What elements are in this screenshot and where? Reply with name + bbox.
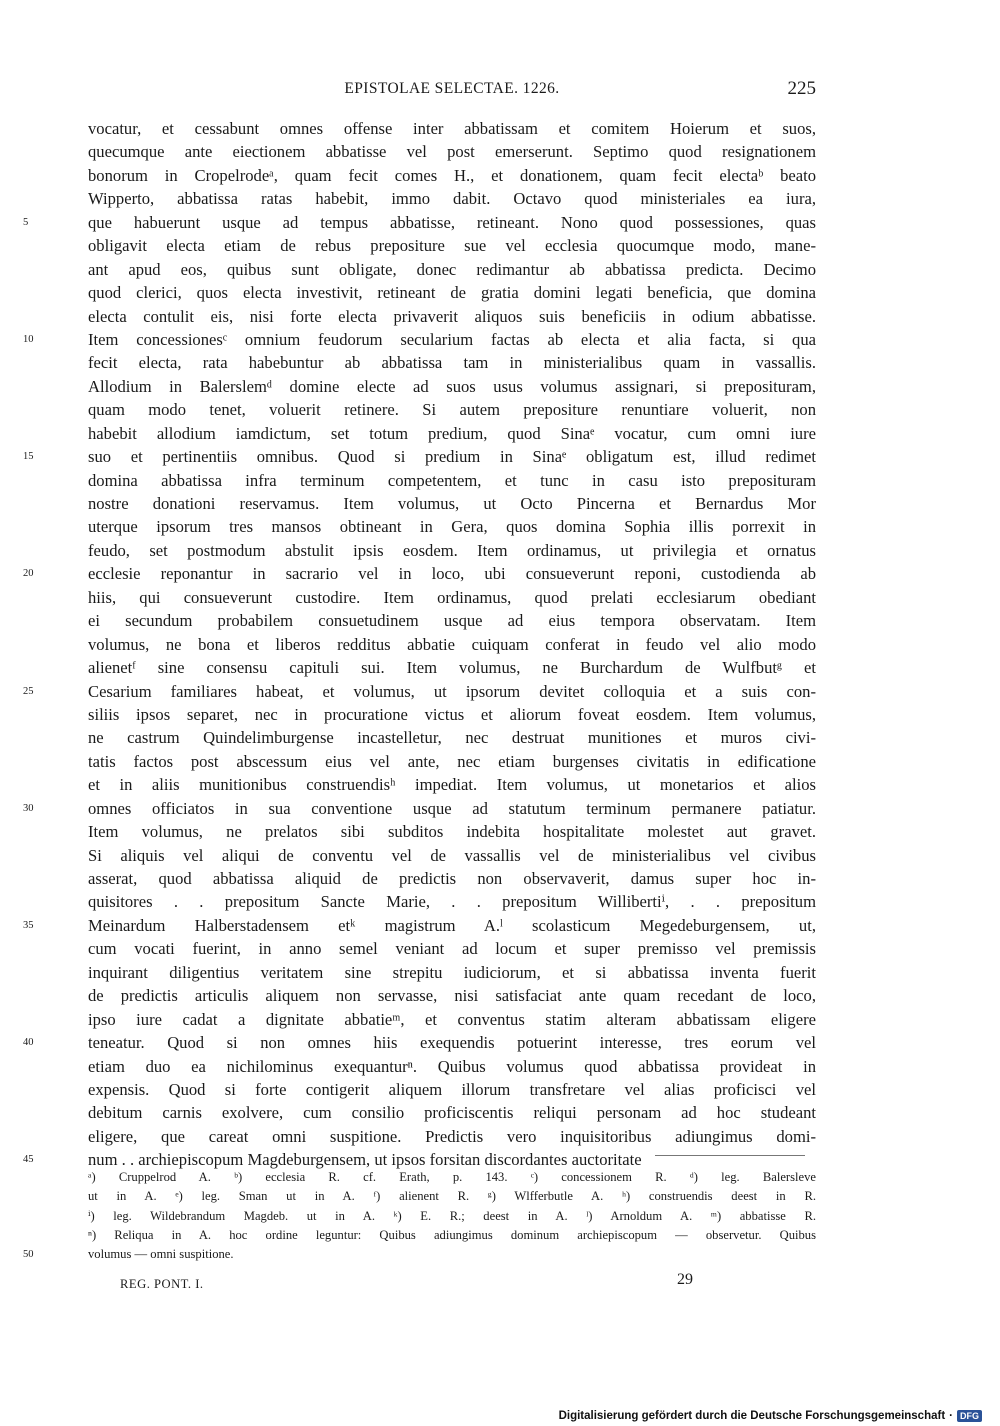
body-line xyxy=(88,1055,816,1078)
body-line-text: quisitores . . prepositum Sancte Marie, . . prepositum Willibertiⁱ, . . prepositum xyxy=(88,892,816,912)
running-head xyxy=(88,80,816,104)
body-line xyxy=(88,820,816,843)
body-line-text: domina abbatissa infra terminum competentem, et tunc in casu isto preposituram xyxy=(88,470,816,490)
sheet-number: 29 xyxy=(677,1271,693,1288)
body-line xyxy=(23,445,816,468)
body-line-text: Wipperto, abbatissa ratas habebit, immo dabit. Octavo quod ministeriales ea iura, xyxy=(88,189,816,209)
body-line xyxy=(88,890,816,913)
credit-separator: · xyxy=(949,1410,953,1422)
body-line-text: que habuerunt usque ad tempus abbatisse, retineant. Nono quod possessiones, quas xyxy=(88,212,816,232)
body-line-text: etiam duo ea nichilominus exequanturⁿ. Quibus volumus quod abbatissa provideat in xyxy=(88,1056,816,1076)
running-title: EPISTOLAE SELECTAE. 1226. xyxy=(344,80,560,97)
body-line-text: quecumque ante eiectionem abbatisse vel post emerserunt. Septimo quod resignationem xyxy=(88,142,816,162)
body-line-text: num . . archiepiscopum Magdeburgensem, ut ipsos forsitan discordantes auctoritate xyxy=(88,1150,642,1170)
footnote-line-number: 50 xyxy=(23,1249,34,1261)
body-line-text: cum vocati fuerint, in anno semel veniant ad locum et super premisso vel premissis xyxy=(88,939,816,959)
footnote-line xyxy=(88,1226,816,1245)
body-line xyxy=(88,586,816,609)
body-line xyxy=(88,726,816,749)
footnote-line-text: ᵃ) Cruppelrod A. ᵇ) ecclesia R. cf. Erath, p. 143. ᶜ) concessionem R. ᵈ) leg. Balersleve xyxy=(88,1170,816,1184)
body-line-text: obligavit electa etiam de rebus prepositure sue vel ecclesia quocumque modo, mane- xyxy=(88,236,816,256)
body-line xyxy=(88,492,816,515)
body-line xyxy=(88,375,816,398)
body-line xyxy=(23,797,816,820)
body-line-text: et in aliis munitionibus construendisʰ impediat. Item volumus, ut monetarios et alios xyxy=(88,775,816,795)
body-line-number: 25 xyxy=(23,685,34,697)
body-line-text: teneatur. Quod si non omnes hiis exequendis potuerint interesse, tres eorum vel xyxy=(88,1033,816,1053)
body-line xyxy=(23,1031,816,1054)
body-line xyxy=(88,1101,816,1124)
body-line xyxy=(88,961,816,984)
body-line xyxy=(88,867,816,890)
body-line xyxy=(23,562,816,585)
body-line xyxy=(88,1078,816,1101)
footnote-line xyxy=(88,1207,816,1226)
body-line xyxy=(88,515,816,538)
body-line xyxy=(23,211,816,234)
body-line-text: hiis, qui consueverunt custodire. Item ordinamus, quod prelati ecclesiarum obediant xyxy=(88,587,816,607)
body-line xyxy=(88,773,816,796)
body-line-text: volumus, ne bona et liberos redditus abbatie cuiquam conferat in feudo vel alio modo xyxy=(88,634,816,654)
body-text xyxy=(23,117,816,1172)
body-line xyxy=(88,656,816,679)
body-line-text: alienetᶠ sine consensu capituli sui. Item volumus, ne Burchardum de Wulfbutᵍ et xyxy=(88,658,816,678)
body-line-text: Cesarium familiares habeat, et volumus, ut ipsorum devitet colloquia et a suis con- xyxy=(88,681,816,701)
body-line xyxy=(88,1125,816,1148)
body-line-text: Item volumus, ne prelatos sibi subditos indebita hospitalitate molestet aut gravet. xyxy=(88,822,816,842)
body-line-text: omnes officiatos in sua conventione usque ad statutum terminum permanere patiatur. xyxy=(88,798,816,818)
body-line-text: Allodium in Balerslemᵈ domine electe ad suos usus volumus assignari, si preposituram, xyxy=(88,376,816,396)
body-line xyxy=(88,984,816,1007)
body-line xyxy=(88,422,816,445)
body-line-text: ipso iure cadat a dignitate abbatieᵐ, et conventus statim alteram abbatissam eligere xyxy=(88,1009,816,1029)
body-line xyxy=(88,140,816,163)
body-line-text: ei secundum probabilem consuetudinem usque ad eius tempora observatam. Item xyxy=(88,611,816,631)
body-line xyxy=(88,351,816,374)
body-line-number: 30 xyxy=(23,802,34,814)
body-line-text: expensis. Quod si forte contigerit aliquem illorum transfretare vel alias proficisci vel xyxy=(88,1079,816,1099)
footnote-line-text: ⁿ) Reliqua in A. hoc ordine leguntur: Quibus adiungimus dominum archiepiscopum — observetur. Quibus xyxy=(88,1227,816,1242)
body-line xyxy=(88,234,816,257)
footnote-line-text: volumus — omni suspitione. xyxy=(88,1247,234,1262)
body-line-text: ant apud eos, quibus sunt obligate, donec redimantur ab abbatissa predicta. Decimo xyxy=(88,259,816,279)
footnotes xyxy=(23,1168,816,1264)
body-line-number: 35 xyxy=(23,919,34,931)
body-line-text: debitum carnis exolvere, cum consilio proficiscentis reliqui personam ad hoc studeant xyxy=(88,1103,816,1123)
body-line xyxy=(88,609,816,632)
dfg-logo-icon: DFG xyxy=(957,1410,982,1422)
body-line xyxy=(88,937,816,960)
body-line xyxy=(88,164,816,187)
body-line-text: habebit allodium iamdictum, set totum predium, quod Sinaᵉ vocatur, cum omni iure xyxy=(88,423,816,443)
body-line xyxy=(88,844,816,867)
body-line-text: uterque ipsorum tres mansos obtineant in Gera, quos domina Sophia illis porrexit in xyxy=(88,517,816,537)
body-line-text: feudo, set postmodum abstulit ipsis eosdem. Item ordinamus, ut privilegia et ornatus xyxy=(88,540,816,560)
body-line-text: eligere, que careat omni suspitione. Predictis vero inquisitoribus adiungimus domi- xyxy=(88,1126,816,1146)
body-line xyxy=(88,633,816,656)
body-line xyxy=(23,328,816,351)
body-line-text: tatis factos post abscessum eius vel ante, nec etiam burgenses civitatis in edificatione xyxy=(88,751,816,771)
body-line-text: fecit electa, rata habebuntur ab abbatissa tam in ministerialibus quam in vassallis. xyxy=(88,353,816,373)
body-line-text: vocatur, et cessabunt omnes offense inter abbatissam et comitem Hoierum et suos, xyxy=(88,119,816,138)
digitization-credit xyxy=(559,1410,982,1422)
footnote-line-text: ⁱ) leg. Wildebrandum Magdeb. ut in A. ᵏ) E. R.; deest in A. ˡ) Arnoldum A. ᵐ) abbatisse R. xyxy=(88,1208,816,1223)
body-line-number: 40 xyxy=(23,1037,34,1049)
body-line-text: bonorum in Cropelrodeᵃ, quam fecit comes H., et donationem, quam fecit electaᵇ beato xyxy=(88,165,816,185)
body-line-text: de predictis articulis aliquem non servasse, nisi satisfaciat ante quam recedant de loco, xyxy=(88,986,816,1006)
body-line-text: electa contulit eis, nisi forte electa privaverit aliquos suis beneficiis in odium abbatisse. xyxy=(88,306,816,326)
body-line xyxy=(88,398,816,421)
body-line xyxy=(23,680,816,703)
body-line xyxy=(88,1008,816,1031)
body-line xyxy=(88,258,816,281)
body-line-text: siliis ipsos separet, nec in procuratione victus et aliorum foveat eosdem. Item volumus, xyxy=(88,704,816,724)
body-line xyxy=(88,187,816,210)
body-line-text: ne castrum Quindelimburgense incastelletur, nec destruat munitiones et muros civi- xyxy=(88,728,816,748)
signature-mark: REG. PONT. I. xyxy=(120,1277,204,1291)
credit-text: Digitalisierung gefördert durch die Deutsche Forschungsgemeinschaft xyxy=(558,1410,946,1422)
body-line-text: suo et pertinentiis omnibus. Quod si predium in Sinaᵉ obligatum est, illud redimet xyxy=(88,447,816,467)
body-line xyxy=(88,281,816,304)
page-footer xyxy=(120,1271,740,1299)
body-line-number: 15 xyxy=(23,451,34,463)
body-line xyxy=(88,539,816,562)
body-line xyxy=(23,914,816,937)
body-line xyxy=(88,117,816,140)
body-line xyxy=(88,703,816,726)
footnote-line xyxy=(23,1245,816,1264)
body-line-number: 5 xyxy=(23,216,29,228)
body-line-text: Si aliquis vel aliqui de conventu vel de vassallis vel de ministerialibus vel civibus xyxy=(88,845,816,865)
footnote-line-text: ut in A. ᵉ) leg. Sman ut in A. ᶠ) alienent R. ᵍ) Wlfferbutle A. ʰ) construendis deest in R. xyxy=(88,1189,816,1204)
body-line xyxy=(88,305,816,328)
body-line-text: nostre donationi reservamus. Item volumus, ut Octo Pincerna et Bernardus Mor xyxy=(88,494,816,513)
body-line-number: 20 xyxy=(23,568,34,580)
body-line-text: quod clerici, quos electa investivit, retineant de gratia domini legati beneficia, que domina xyxy=(88,283,816,303)
body-line-text: quam modo tenet, voluerit retinere. Si autem prepositure renuntiare voluerit, non xyxy=(88,400,816,420)
body-line-number: 10 xyxy=(23,333,34,345)
body-line xyxy=(88,750,816,773)
body-line-text: Item concessionesᶜ omnium feudorum secularium factas ab electa et alia facta, si qua xyxy=(88,329,816,349)
body-line-text: Meinardum Halberstadensem etᵏ magistrum A.ˡ scolasticum Megedeburgensem, ut, xyxy=(88,915,816,935)
footnote-rule xyxy=(655,1155,805,1156)
page-number: 225 xyxy=(787,78,816,99)
body-line-text: ecclesie reponantur in sacrario vel in loco, ubi consueverunt reponi, custodienda ab xyxy=(88,564,816,584)
body-line xyxy=(88,469,816,492)
body-line-number: 45 xyxy=(23,1154,34,1166)
footnote-line xyxy=(88,1168,816,1187)
body-line-text: asserat, quod abbatissa aliquid de predictis non observaverit, damus super hoc in- xyxy=(88,869,816,888)
body-line-text: inquirant diligentius veritatem sine strepitu iudiciorum, et si abbatissa inventa fuerit xyxy=(88,962,816,982)
footnote-line xyxy=(88,1187,816,1206)
